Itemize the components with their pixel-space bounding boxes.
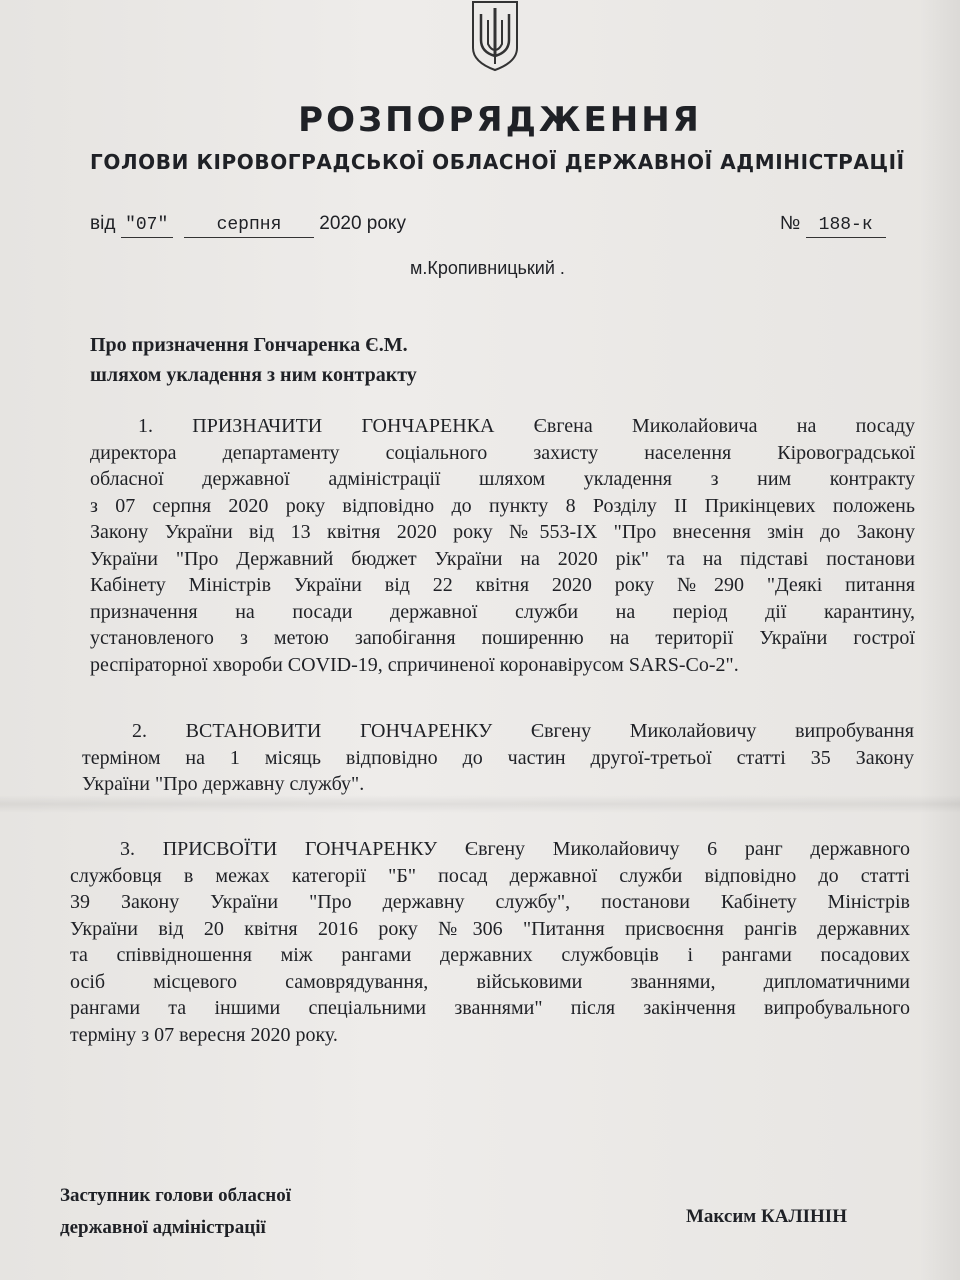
signatory-name: Максим КАЛІНІН bbox=[686, 1206, 847, 1227]
signatory-role-line: Заступник голови обласної bbox=[60, 1185, 291, 1206]
paragraph-line: 1. ПРИЗНАЧИТИ ГОНЧАРЕНКА Євгена Миколайовича на посаду bbox=[138, 415, 915, 437]
date-day: "07" bbox=[121, 213, 173, 238]
paragraph-line: обласної державної адміністрації шляхом укладення з ним контракту bbox=[90, 468, 915, 490]
paper-fold bbox=[0, 795, 960, 813]
paragraph-line: респіраторної хвороби COVID-19, спричиненої коронавірусом SARS-Co-2". bbox=[90, 653, 739, 676]
date-year: 2020 року bbox=[319, 213, 406, 234]
document-title: РОЗПОРЯДЖЕННЯ bbox=[298, 100, 702, 140]
paragraph-line: терміну з 07 вересня 2020 року. bbox=[70, 1023, 338, 1046]
paragraph-line: Кабінету Міністрів України від 22 квітня 2020 року №290 "Деякі питання bbox=[90, 574, 915, 596]
paragraph-1 bbox=[90, 413, 915, 678]
paragraph-line: директора департаменту соціального захисту населення Кіровоградської bbox=[90, 441, 915, 464]
paragraph-line: рангами та іншими спеціальними званнями" після закінчення випробувального bbox=[70, 997, 910, 1019]
paragraph-line: Закону України від 13 квітня 2020 року №553-ІХ "Про внесення змін до Закону bbox=[90, 521, 915, 543]
subject-line: Про призначення Гончаренка Є.М. bbox=[90, 334, 408, 356]
document-subject bbox=[90, 330, 417, 390]
paragraph-3 bbox=[70, 836, 910, 1048]
date-prefix: від bbox=[90, 213, 116, 234]
signatory-role bbox=[60, 1180, 291, 1244]
paragraph-line: України "Про державну службу". bbox=[82, 773, 365, 795]
paragraph-line: з 07 серпня 2020 року відповідно до пункту 8 Розділу ІІ Прикінцевих положень bbox=[90, 494, 915, 517]
paper-shadow bbox=[920, 0, 960, 1280]
paragraph-2 bbox=[82, 718, 914, 798]
document-subtitle: ГОЛОВИ КІРОВОГРАДСЬКОЇ ОБЛАСНОЇ ДЕРЖАВНОЇ АДМІНІСТРАЦІЇ bbox=[90, 150, 905, 174]
number-value: 188-к bbox=[806, 213, 886, 238]
paragraph-line: та співвідношення між рангами державних службовців і рангами посадових bbox=[70, 944, 910, 966]
paragraph-line: 3. ПРИСВОЇТИ ГОНЧАРЕНКУ Євгену Миколайовичу 6 ранг державного bbox=[120, 838, 910, 860]
signatory-role-line: державної адміністрації bbox=[60, 1217, 266, 1238]
paragraph-line: України "Про Державний бюджет України на 2020 рік" та на підставі постанови bbox=[90, 547, 915, 570]
number-sign: № bbox=[780, 213, 801, 234]
paragraph-line: осіб місцевого самоврядування, військовими званнями, дипломатичними bbox=[70, 970, 910, 993]
document-number bbox=[780, 213, 886, 238]
subject-line: шляхом укладення з ним контракту bbox=[90, 364, 417, 386]
paragraph-line: України від 20 квітня 2016 року №306 "Питання присвоєння рангів державних bbox=[70, 917, 910, 940]
paragraph-line: службовця в межах категорії "Б" посад державної служби відповідно до статті bbox=[70, 864, 910, 887]
paragraph-line: терміном на 1 місяць відповідно до частин другої-третьої статті 35 Закону bbox=[82, 746, 914, 769]
paragraph-line: 39 Закону України "Про державну службу", постанови Кабінету Міністрів bbox=[70, 891, 910, 913]
document-date bbox=[90, 213, 406, 238]
paragraph-line: 2. ВСТАНОВИТИ ГОНЧАРЕНКУ Євгену Миколайовичу випробування bbox=[132, 720, 914, 742]
paragraph-line: призначення на посади державної служби на період дії карантину, bbox=[90, 600, 915, 623]
document-city: м.Кропивницький . bbox=[410, 258, 565, 278]
trident-emblem-icon bbox=[465, 0, 525, 72]
paragraph-line: установленого з метою запобігання поширенню на території України гострої bbox=[90, 627, 915, 649]
date-month: серпня bbox=[184, 213, 314, 238]
